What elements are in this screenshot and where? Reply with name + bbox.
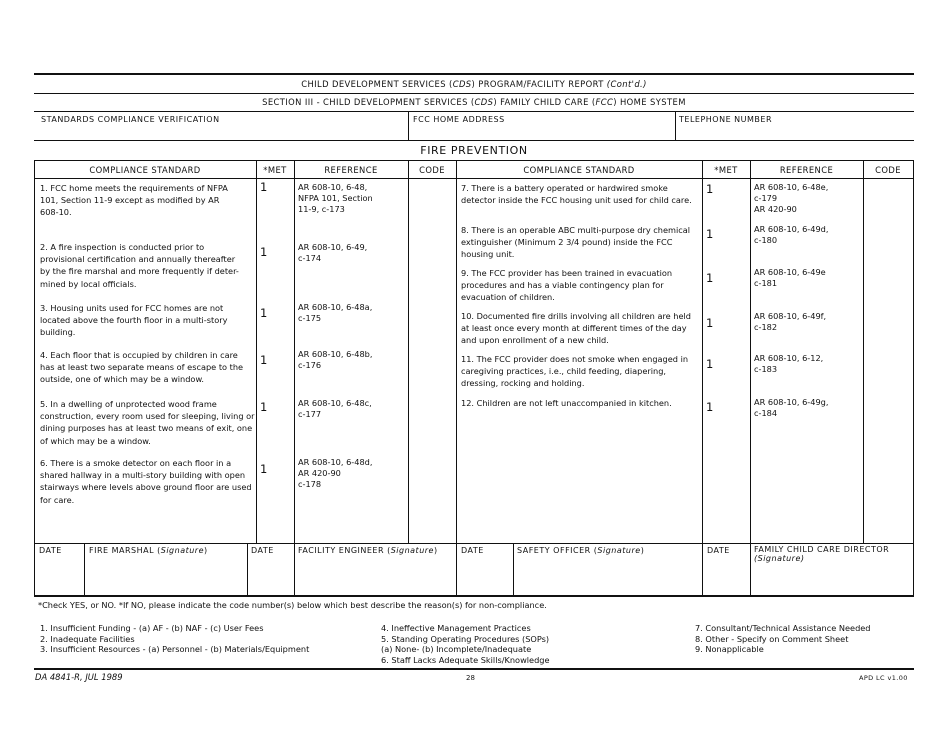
form-number: DA 4841-R, JUL 1989	[35, 672, 123, 682]
col-code-left: CODE	[419, 165, 445, 175]
codes-column-1: 1. Insufficient Funding - (a) AF - (b) NAF - (c) User Fees 2. Inadequate Facilities 3. Insufficient Resources - (a) Personnel - (b) Materials/Equipment	[40, 623, 310, 655]
reference-5: AR 608-10, 6-48c, c-177	[298, 398, 372, 419]
reference-3: AR 608-10, 6-48a, c-175	[298, 302, 373, 323]
fcc-director-signature[interactable]: FAMILY CHILD CARE DIRECTOR (Signature)	[754, 545, 890, 563]
divider	[247, 543, 248, 595]
divider	[34, 160, 35, 595]
rule	[34, 160, 914, 161]
rule	[34, 543, 914, 544]
met-value-6[interactable]: 1	[260, 462, 268, 476]
met-value-11[interactable]: 1	[706, 357, 714, 371]
met-value-5[interactable]: 1	[260, 400, 268, 414]
standard-item-11: 11. The FCC provider does not smoke when engaged in caregiving practices, i.e., child feeding, diapering, dressing, rocking and holding.	[461, 354, 689, 389]
standard-item-6: 6. There is a smoke detector on each floor in a shared hallway in a multi-story building with open stairways where levels above ground floor are used for care.	[40, 458, 252, 505]
divider	[408, 111, 409, 140]
divider	[456, 160, 457, 595]
codes-column-3: 7. Consultant/Technical Assistance Needed 8. Other - Specify on Comment Sheet 9. Nonapplicable	[695, 623, 871, 655]
divider	[702, 543, 703, 595]
page-number: 28	[466, 674, 475, 682]
phone-label: TELEPHONE NUMBER	[679, 115, 773, 124]
divider	[256, 160, 257, 543]
reference-10: AR 608-10, 6-49f, c-182	[754, 311, 827, 332]
divider	[863, 160, 864, 543]
standard-item-9: 9. The FCC provider has been trained in evacuation procedures and has a viable contingency plan for evacuation of children.	[461, 268, 673, 303]
codes-column-2: 4. Ineffective Management Practices 5. Standing Operating Procedures (SOPs) (a) None- (b) Incomplete/Inadequate 6. Staff Lacks Adequate Skills/Knowledge	[381, 623, 550, 665]
report-title: CHILD DEVELOPMENT SERVICES (CDS) PROGRAM/FACILITY REPORT (Cont'd.)	[301, 79, 647, 89]
reference-1: AR 608-10, 6-48, NFPA 101, Section 11-9, c-173	[298, 182, 373, 214]
met-value-1[interactable]: 1	[260, 180, 268, 194]
divider	[84, 543, 85, 595]
address-label: FCC HOME ADDRESS	[413, 115, 505, 124]
standard-item-3: 3. Housing units used for FCC homes are not located above the fourth floor in a multi-story building.	[40, 303, 228, 338]
facility-engineer-signature[interactable]: FACILITY ENGINEER (Signature)	[298, 546, 438, 555]
date-label-2: DATE	[251, 546, 274, 555]
date-label-4: DATE	[707, 546, 730, 555]
rule	[34, 111, 914, 112]
col-standard-left: COMPLIANCE STANDARD	[89, 165, 201, 175]
standard-item-5: 5. In a dwelling of unprotected wood frame construction, every room used for sleeping, living or dining purposes has at least two means of exit, one of which may be a window.	[40, 399, 255, 446]
met-value-9[interactable]: 1	[706, 271, 714, 285]
date-label-3: DATE	[461, 546, 484, 555]
col-reference-left: REFERENCE	[324, 165, 378, 175]
rule	[34, 595, 914, 597]
divider	[750, 160, 751, 595]
standard-item-4: 4. Each floor that is occupied by children in care has at least two separate means of escape to the outside, one of which may be a window.	[40, 350, 244, 385]
divider	[294, 160, 295, 543]
reference-7: AR 608-10, 6-48e, c-179 AR 420-90	[754, 182, 829, 214]
standard-item-7: 7. There is a battery operated or hardwired smoke detector inside the FCC housing unit used for child care.	[461, 183, 692, 206]
top-rule	[34, 73, 914, 75]
col-met-left: *MET	[263, 165, 287, 175]
divider	[294, 543, 295, 595]
safety-officer-signature[interactable]: SAFETY OFFICER (Signature)	[517, 546, 645, 555]
version-label: APD LC v1.00	[859, 674, 908, 682]
met-value-3[interactable]: 1	[260, 306, 268, 320]
reference-9: AR 608-10, 6-49e c-181	[754, 267, 826, 288]
divider	[702, 160, 703, 543]
col-standard-right: COMPLIANCE STANDARD	[523, 165, 635, 175]
reference-2: AR 608-10, 6-49, c-174	[298, 242, 368, 263]
standard-item-2: 2. A fire inspection is conducted prior to provisional certification and annually thereafter by the fire marshal and more frequently if deter- mined by local officials.	[40, 242, 239, 289]
standards-label: STANDARDS COMPLIANCE VERIFICATION	[41, 115, 220, 124]
col-met-right: *MET	[714, 165, 738, 175]
standard-item-12: 12. Children are not left unaccompanied in kitchen.	[461, 398, 672, 408]
reference-11: AR 608-10, 6-12, c-183	[754, 353, 824, 374]
met-value-4[interactable]: 1	[260, 353, 268, 367]
reference-4: AR 608-10, 6-48b, c-176	[298, 349, 373, 370]
divider	[408, 160, 409, 543]
col-code-right: CODE	[875, 165, 901, 175]
met-value-8[interactable]: 1	[706, 227, 714, 241]
divider	[675, 111, 676, 140]
section-title: SECTION III - CHILD DEVELOPMENT SERVICES (CDS) FAMILY CHILD CARE (FCC) HOME SYSTEM	[262, 97, 686, 107]
fire-marshal-signature[interactable]: FIRE MARSHAL (Signature)	[89, 546, 208, 555]
rule	[34, 140, 914, 141]
rule	[34, 178, 914, 179]
reference-6: AR 608-10, 6-48d, AR 420-90 c-178	[298, 457, 373, 489]
col-reference-right: REFERENCE	[779, 165, 834, 175]
divider	[513, 543, 514, 595]
bottom-rule	[34, 668, 914, 670]
rule	[34, 93, 914, 94]
reference-8: AR 608-10, 6-49d, c-180	[754, 224, 829, 245]
date-label-1: DATE	[39, 546, 62, 555]
standard-item-8: 8. There is an operable ABC multi-purpose dry chemical extinguisher (Minimum 2 3/4 pound) inside the FCC housing unit.	[461, 225, 691, 260]
standard-item-10: 10. Documented fire drills involving all children are held at least once every month at different times of the day and upon enrollment of a new child.	[461, 311, 691, 346]
met-value-12[interactable]: 1	[706, 400, 714, 414]
met-value-7[interactable]: 1	[706, 182, 714, 196]
met-value-2[interactable]: 1	[260, 245, 268, 259]
non-compliance-note: *Check YES, or NO. *If NO, please indicate the code number(s) below which best describe the reason(s) for non-compliance.	[38, 600, 547, 610]
reference-12: AR 608-10, 6-49g, c-184	[754, 397, 829, 418]
standard-item-1: 1. FCC home meets the requirements of NFPA 101, Section 11-9 except as modified by AR 608-10.	[40, 183, 228, 218]
divider	[913, 160, 914, 595]
met-value-10[interactable]: 1	[706, 316, 714, 330]
fire-prevention-title: FIRE PREVENTION	[420, 144, 528, 157]
